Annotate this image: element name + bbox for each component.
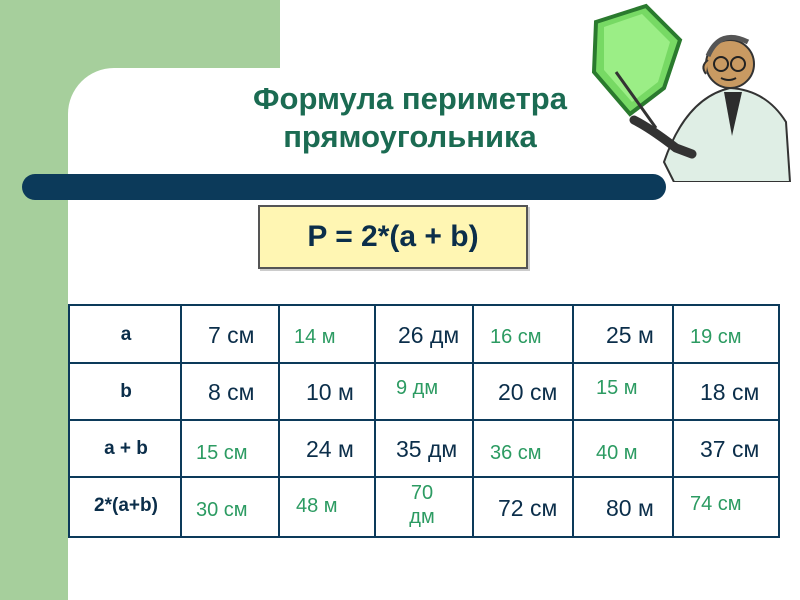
- table-cell: 16 см: [490, 326, 542, 348]
- table-cell: 40 м: [596, 442, 638, 464]
- table-cell: 7 см: [208, 322, 255, 348]
- table-cell: 48 м: [296, 495, 338, 517]
- table-cell: 37 см: [700, 436, 760, 462]
- title-line1: Формула периметра: [253, 81, 567, 116]
- row-header: a: [120, 323, 132, 345]
- table-cell: 74 см: [690, 493, 742, 515]
- table-row: [70, 420, 778, 477]
- table-cell: 25 м: [606, 322, 654, 348]
- table-cell: 10 м: [306, 379, 354, 405]
- table-row: [70, 363, 778, 420]
- table-cell: 35 дм: [396, 436, 458, 462]
- table-cell: 15 см: [196, 442, 248, 464]
- table-cell: 30 см: [196, 499, 248, 521]
- table-cell: 9 дм: [396, 377, 439, 399]
- table-cell: 15 м: [596, 377, 638, 399]
- row-header: 2*(a+b): [94, 494, 158, 516]
- table-cell: 70 дм: [409, 482, 435, 528]
- table-cell: 72 см: [498, 495, 558, 521]
- perimeter-formula-text: P = 2*(a + b): [307, 220, 479, 253]
- table-cell: 36 см: [490, 442, 542, 464]
- table-row: [70, 306, 778, 363]
- table-cell: 14 м: [294, 326, 336, 348]
- perimeter-formula-box: [258, 205, 528, 269]
- teacher-illustration-icon: [576, 2, 796, 182]
- table-row: [70, 477, 778, 534]
- table-cell: 19 см: [690, 326, 742, 348]
- table-cell: 20 см: [498, 379, 558, 405]
- title-line2: прямоугольника: [283, 119, 537, 154]
- slide-title: [200, 80, 620, 156]
- top-green-band: [0, 0, 280, 72]
- table-cell: 24 м: [306, 436, 354, 462]
- table-cell: 18 см: [700, 379, 760, 405]
- table-cell: 26 дм: [398, 322, 460, 348]
- left-green-strip: [0, 0, 68, 600]
- title-divider-bar: [22, 174, 666, 200]
- perimeter-table: [68, 304, 780, 538]
- table-cell: 8 см: [208, 379, 255, 405]
- table-cell: 80 м: [606, 495, 654, 521]
- row-header: a + b: [104, 437, 148, 459]
- row-header: b: [120, 380, 132, 402]
